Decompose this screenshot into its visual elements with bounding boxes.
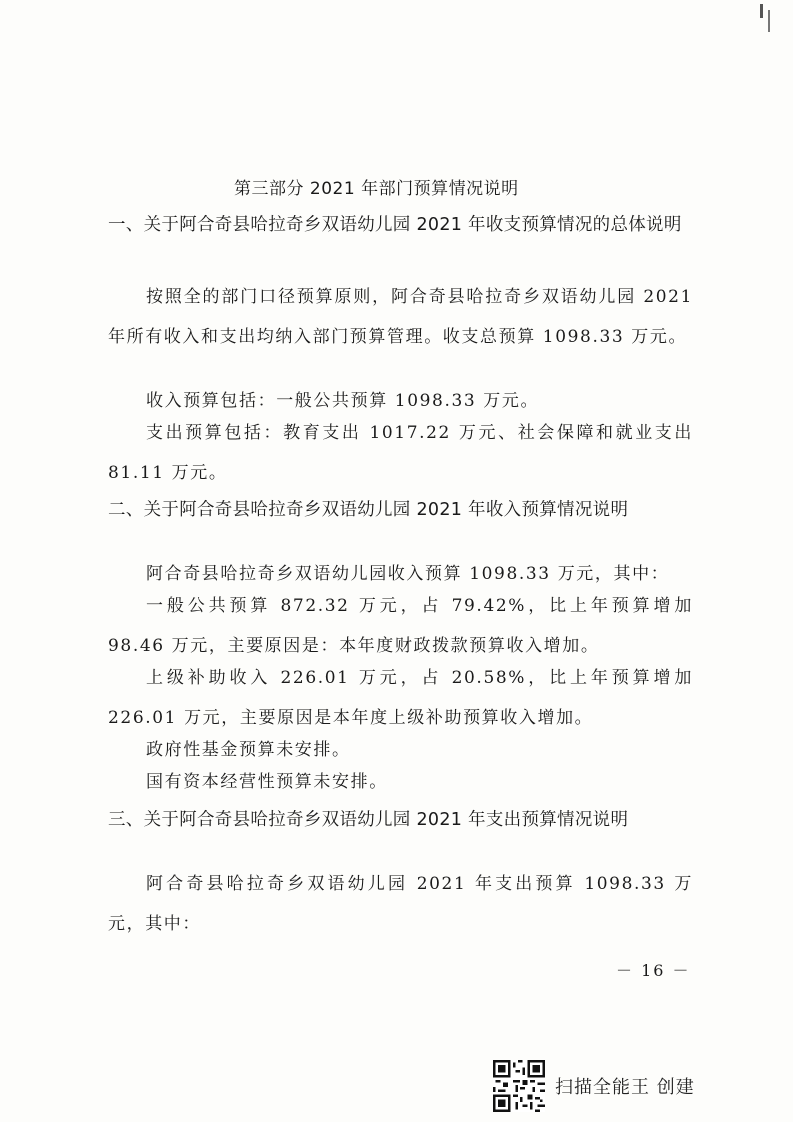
scan-edge-mark	[760, 4, 763, 18]
section2-paragraph-3: 上级补助收入 226.01 万元，占 20.58%，比上年预算增加 226.01 万元，主要原因是本年度上级补助预算收入增加。	[108, 668, 693, 728]
watermark-text: 扫描全能王 创建	[555, 1077, 695, 1098]
qr-code-icon	[493, 1060, 545, 1112]
section2-heading: 二、关于阿合奇县哈拉奇乡双语幼儿园 2021 年收入预算情况说明	[108, 500, 629, 520]
scanner-watermark	[493, 1060, 695, 1112]
page-number: － 16 －	[616, 961, 691, 980]
section1-heading: 一、关于阿合奇县哈拉奇乡双语幼儿园 2021 年收支预算情况的总体说明	[108, 215, 682, 235]
section1-paragraph-1: 按照全的部门口径预算原则，阿合奇县哈拉奇乡双语幼儿园 2021 年所有收入和支出均纳入部门预算管理。收支总预算 1098.33 万元。	[108, 287, 693, 347]
section1-paragraph-2: 收入预算包括：一般公共预算 1098.33 万元。	[146, 391, 540, 411]
section3-paragraph-1: 阿合奇县哈拉奇乡双语幼儿园 2021 年支出预算 1098.33 万元，其中：	[108, 874, 693, 934]
page-title: 第三部分 2021 年部门预算情况说明	[234, 179, 519, 199]
section1-paragraph-3: 支出预算包括：教育支出 1017.22 万元、社会保障和就业支出 81.11 万元。	[108, 423, 693, 483]
section2-paragraph-1: 阿合奇县哈拉奇乡双语幼儿园收入预算 1098.33 万元，其中：	[146, 564, 670, 584]
section2-paragraph-4: 政府性基金预算未安排。	[146, 740, 351, 760]
scan-edge-mark-2	[768, 10, 770, 32]
section2-paragraph-5: 国有资本经营性预算未安排。	[146, 772, 388, 792]
section3-heading: 三、关于阿合奇县哈拉奇乡双语幼儿园 2021 年支出预算情况说明	[108, 810, 629, 830]
section2-paragraph-2: 一般公共预算 872.32 万元，占 79.42%，比上年预算增加 98.46 万元，主要原因是：本年度财政拨款预算收入增加。	[108, 596, 693, 656]
